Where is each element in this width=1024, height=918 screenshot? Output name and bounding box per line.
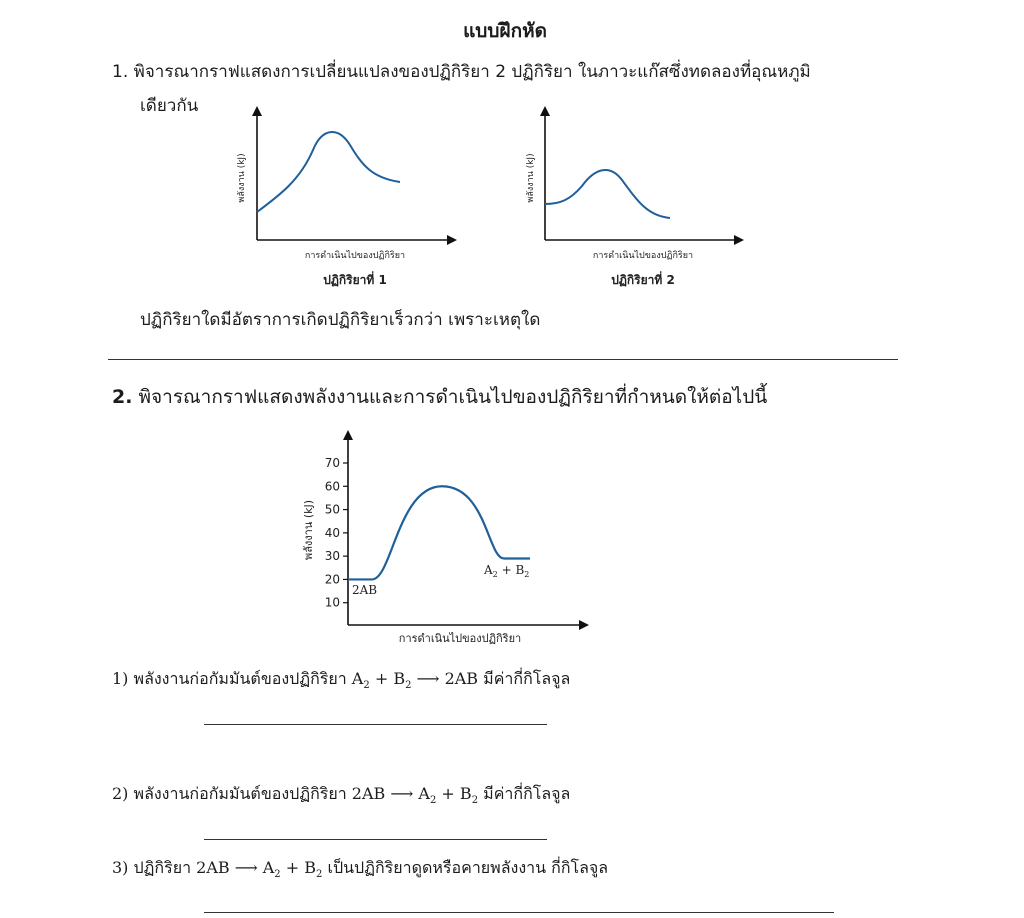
graph-2-caption: ปฏิกิริยาที่ 2 xyxy=(611,273,675,287)
product-label: $A_2 + B_2$ xyxy=(484,563,530,579)
arrow-icon: ⟶ xyxy=(416,669,440,688)
graph-1-ylabel: พลังงาน (kJ) xyxy=(237,153,247,203)
chart-xlabel: การดำเนินไปของปฏิกิริยา xyxy=(398,632,522,645)
graph-2-ylabel: พลังงาน (kJ) xyxy=(526,153,536,203)
energy-profile-chart xyxy=(302,432,587,645)
question-2-prompt: พิจารณากราฟแสดงพลังงานและการดำเนินไปของปฏิกิริยาที่กำหนดให้ต่อไปนี้ xyxy=(138,386,768,408)
reactant-label: 2AB xyxy=(352,583,378,597)
y-tick-label-50: 50 xyxy=(324,502,340,517)
worksheet-title: แบบฝึกหัด xyxy=(463,20,547,42)
y-tick-label-10: 10 xyxy=(324,595,340,610)
question-2-number: 2. xyxy=(112,386,133,408)
subquestion-3: 3) ปฏิกิริยา 2AB ⟶ $A_2 + B_2$ เป็นปฏิกิริยาดูดหรือคายพลังงาน กี่กิโลจูล xyxy=(112,858,609,881)
subquestion-1: 1) พลังงานก่อกัมมันต์ของปฏิกิริยา $A_2 + B_2$ ⟶ 2AB มีค่ากี่กิโลจูล xyxy=(112,669,571,692)
graph-reaction-1 xyxy=(237,108,455,287)
y-tick-label-20: 20 xyxy=(324,572,340,587)
answer-line-2-2[interactable] xyxy=(204,839,547,840)
graph-2-curve xyxy=(545,170,670,218)
graph-2-xlabel: การดำเนินไปของปฏิกิริยา xyxy=(592,251,694,261)
question-2-text xyxy=(112,382,767,412)
y-tick-label-60: 60 xyxy=(324,479,340,494)
y-tick-label-40: 40 xyxy=(324,525,340,540)
question-1-prompt-cont: เดียวกัน xyxy=(140,96,199,116)
chart-ylabel: พลังงาน (kJ) xyxy=(302,499,315,561)
graph-1-xlabel: การดำเนินไปของปฏิกิริยา xyxy=(304,251,406,261)
question-1-number: 1. xyxy=(112,62,129,82)
answer-line-2-1[interactable] xyxy=(204,724,547,725)
y-tick-label-30: 30 xyxy=(324,549,340,564)
chart-y-ticks xyxy=(325,456,348,610)
arrow-icon: ⟶ xyxy=(390,784,414,803)
answer-line-2-3[interactable] xyxy=(204,912,834,913)
graph-reaction-2 xyxy=(526,108,742,287)
subquestion-2: 2) พลังงานก่อกัมมันต์ของปฏิกิริยา 2AB ⟶ $A_2 + B_2$ มีค่ากี่กิโลจูล xyxy=(112,784,571,807)
y-tick-label-70: 70 xyxy=(324,456,340,470)
answer-line-q1[interactable] xyxy=(108,359,898,360)
question-1-prompt: พิจารณากราฟแสดงการเปลี่ยนแปลงของปฏิกิริยา 2 ปฏิกิริยา ในภาวะแก๊สซึ่งทดลองที่อุณหภูมิ xyxy=(133,62,811,82)
question-1-ask: ปฏิกิริยาใดมีอัตราการเกิดปฏิกิริยาเร็วกว่า เพราะเหตุใด xyxy=(140,310,541,330)
graph-1-curve xyxy=(257,132,400,212)
graph-1-caption: ปฏิกิริยาที่ 1 xyxy=(323,273,387,287)
